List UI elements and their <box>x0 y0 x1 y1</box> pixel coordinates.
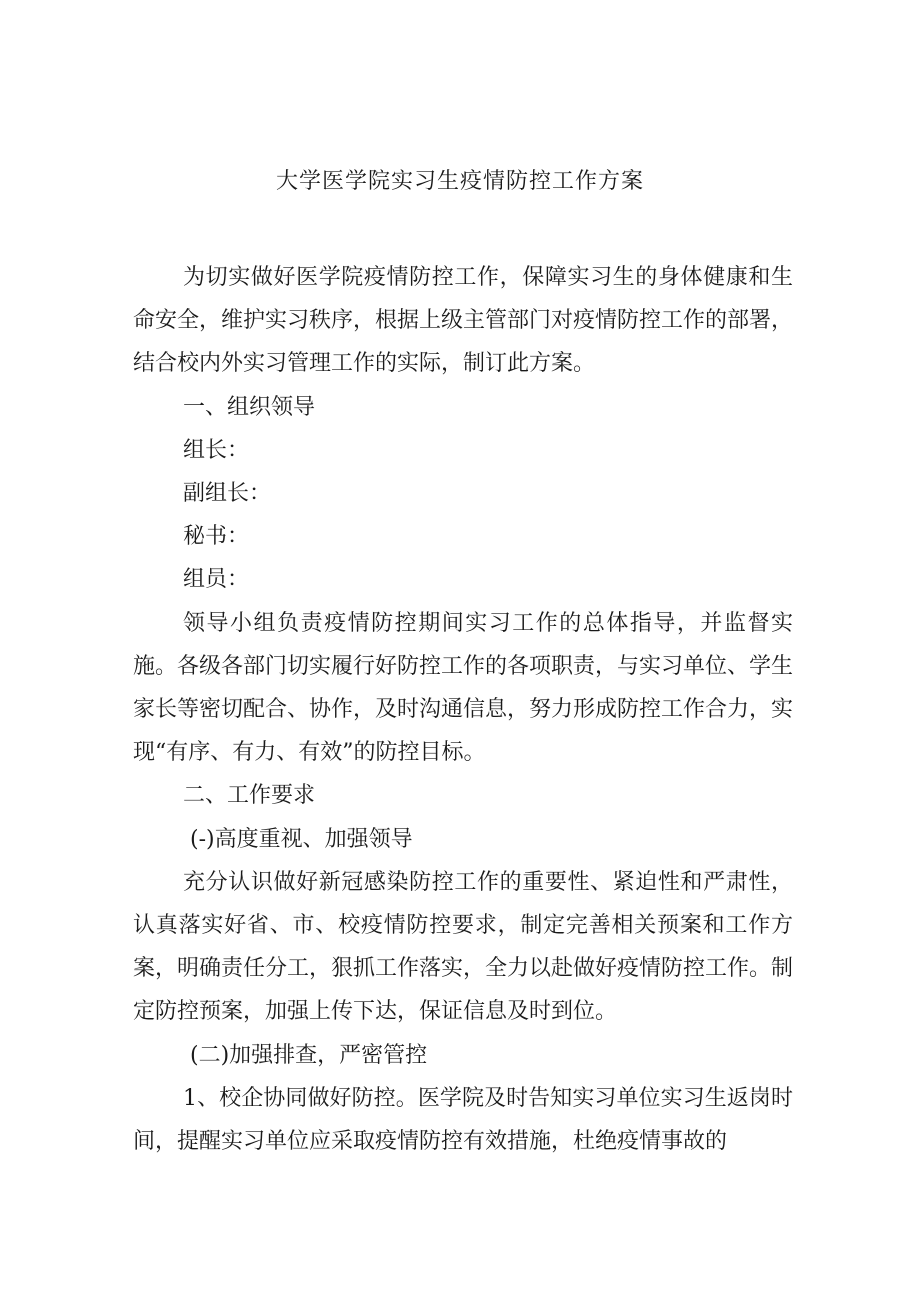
section-1-heading: 一、组织领导 <box>183 394 316 420</box>
intro-paragraph: 为切实做好医学院疫情防控工作，保障实习生的身体健康和生命安全，维护实习秩序，根据上级主管部门对疫情防控工作的部署，结合校内外实习管理工作的实际，制订此方案。 <box>133 265 794 377</box>
secretary-line: 秘书： <box>183 524 250 550</box>
subsection-1-paragraph: 充分认识做好新冠感染防控工作的重要性、紧迫性和严肃性，认真落实好省、市、校疫情防控要求，制定完善相关预案和工作方案，明确责任分工，狠抓工作落实，全力以赴做好疫情防控工作。制定防控预案，加强上传下达，保证信息及时到位。 <box>133 869 794 1025</box>
deputy-leader-line: 副组长： <box>183 481 272 507</box>
subsection-1-heading: (-)高度重视、加强领导 <box>190 826 413 852</box>
section-2-heading: 二、工作要求 <box>183 783 316 809</box>
section-1-paragraph: 领导小组负责疫情防控期间实习工作的总体指导，并监督实施。各级各部门切实履行好防控工作的各项职责，与实习单位、学生家长等密切配合、协作，及时沟通信息，努力形成防控工作合力，实现“有序、有力、有效”的防控目标。 <box>133 610 794 766</box>
members-line: 组员： <box>183 567 250 593</box>
subsection-2-heading: (二)加强排查，严密管控 <box>190 1042 428 1068</box>
leader-line: 组长： <box>183 437 250 463</box>
document-body <box>133 256 793 1163</box>
item-1-paragraph: 1、校企协同做好防控。医学院及时告知实习单位实习生返岗时间，提醒实习单位应采取疫情防控有效措施，杜绝疫情事故的 <box>133 1085 793 1155</box>
document-title: 大学医学院实习生疫情防控工作方案 <box>275 169 644 194</box>
